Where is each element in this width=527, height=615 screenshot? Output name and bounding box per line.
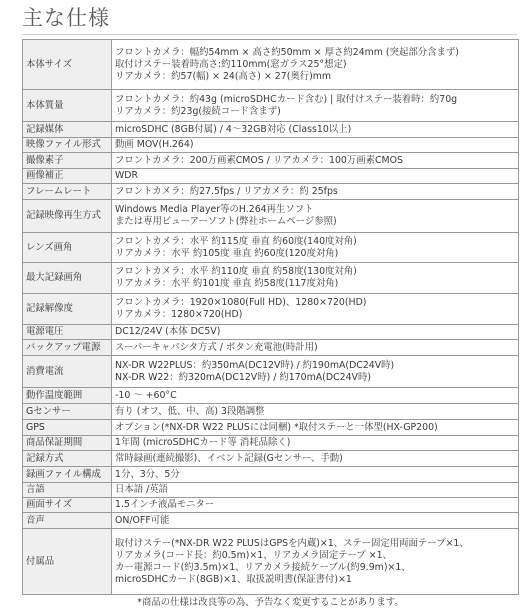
spec-row (23, 138, 519, 153)
spec-value (112, 340, 519, 356)
spec-value (112, 513, 519, 529)
spec-row (23, 233, 519, 263)
spec-value (112, 153, 519, 169)
spec-value (112, 184, 519, 200)
spec-label: 動作温度範囲 (23, 388, 112, 404)
spec-value (112, 40, 519, 90)
spec-label: 音声 (23, 513, 112, 529)
spec-label: 記録方式 (23, 451, 112, 467)
spec-label: 最大記録画角 (23, 263, 112, 294)
spec-value-line: NX-DR W22PLUS：約350mA(DC12V時) / 約190mA(DC24V時) (115, 359, 395, 371)
spec-row (23, 436, 519, 451)
spec-value-line: 取付けステー(*NX-DR W22 PLUSはGPSを内蔵)×1、ステー固定用両面テープ×1、 (115, 537, 469, 549)
spec-row (23, 388, 519, 404)
spec-value-line: または専用ビューアーソフト(弊社ホームページ参照) (115, 216, 337, 227)
spec-value-line: フロントカメラ：幅約54mm × 高さ約50mm × 厚さ約24mm (突起部分含まず) (115, 46, 459, 58)
spec-value-line: スーパーキャパシタ方式 / ボタン充電池(時計用) (115, 341, 318, 353)
spec-label: 商品保証期間 (23, 436, 112, 451)
spec-value (112, 498, 519, 513)
spec-value-line: カー電源コード(約3.5m)×1、リアカメラ接続ケーブル(約9.9m)×1、 (115, 561, 411, 573)
spec-value (112, 483, 519, 498)
title-divider (22, 34, 517, 35)
spec-label: 画像補正 (23, 169, 112, 184)
spec-label: Gセンサー (23, 404, 112, 420)
spec-label: 付属品 (23, 529, 112, 595)
spec-value-line: WDR (115, 170, 139, 181)
spec-row (23, 513, 519, 529)
spec-label: レンズ画角 (23, 233, 112, 263)
spec-row (23, 356, 519, 388)
spec-label: 撮像素子 (23, 153, 112, 169)
spec-value-line: フロントカメラ：200万画素CMOS / リアカメラ：100万画素CMOS (115, 154, 403, 166)
spec-value-line: リアカメラ(コード長：約0.5m)×1、リアカメラ固定テープ ×1、 (115, 549, 392, 561)
spec-value (112, 169, 519, 184)
spec-value (112, 325, 519, 340)
spec-row (23, 340, 519, 356)
spec-value (112, 451, 519, 467)
spec-value (112, 404, 519, 420)
spec-value (112, 122, 519, 138)
spec-value-line: ON/OFF可能 (115, 514, 170, 526)
spec-label: 電源電圧 (23, 325, 112, 340)
spec-value-line: リアカメラ：約23g(接続コード含まず) (115, 105, 281, 117)
spec-value-line: 動画 MOV(H.264) (115, 139, 194, 150)
spec-value-line: microSDHC (8GB付属) / 4〜32GB対応 (Class10以上) (115, 123, 352, 135)
spec-row (23, 122, 519, 138)
spec-label: 本体質量 (23, 90, 112, 122)
spec-row (23, 498, 519, 513)
spec-value-line: microSDHCカード(8GB)×1、取扱説明書(保証書付)×1 (115, 573, 352, 585)
spec-value-line: -10 ～ +60°C (115, 389, 177, 401)
spec-value-line: リアカメラ：1280×720(HD) (115, 309, 243, 320)
footnote-row (23, 595, 519, 610)
spec-row (23, 90, 519, 122)
spec-row (23, 404, 519, 420)
spec-value (112, 467, 519, 483)
spec-label: フレームレート (23, 184, 112, 200)
spec-row (23, 169, 519, 184)
spec-value (112, 436, 519, 451)
spec-row (23, 529, 519, 595)
spec-value-line: リアカメラ：約57(幅) × 24(高さ) × 27(奥行)mm (115, 70, 332, 82)
spec-value-line: DC12/24V (本体 DC5V) (115, 326, 221, 337)
spec-value (112, 420, 519, 436)
spec-value (112, 294, 519, 325)
spec-value-line: リアカメラ：水平 約105度 垂直 約60度(120度対角) (115, 247, 339, 259)
spec-value-line: 日本語 /英語 (115, 484, 169, 495)
spec-label: GPS (23, 420, 112, 436)
spec-label: 消費電流 (23, 356, 112, 388)
spec-value-line: フロントカメラ：約43g (microSDHCカード含む) | 取付けステー装着時：約70g (115, 93, 458, 105)
spec-row (23, 451, 519, 467)
spec-row (23, 483, 519, 498)
spec-value-line: フロントカメラ：約27.5fps / リアカメラ：約 25fps (115, 185, 338, 197)
page-title: 主な仕様 (22, 6, 110, 30)
footnote: *商品の仕様は改良等の為、予告なく変更することがあります。 (137, 597, 404, 608)
spec-value (112, 263, 519, 294)
spec-value (112, 90, 519, 122)
spec-label: 本体サイズ (23, 40, 112, 90)
spec-label: 映像ファイル形式 (23, 138, 112, 153)
spec-value-line: NX-DR W22：約320mA(DC12V時) / 約170mA(DC24V時) (115, 371, 371, 383)
spec-value (112, 200, 519, 233)
spec-label: 言語 (23, 483, 112, 498)
spec-value-line: 有り (オフ、低、中、高) 3段階調整 (115, 405, 265, 417)
spec-value (112, 233, 519, 263)
spec-value-line: 1.5インチ液晶モニター (115, 499, 215, 510)
spec-row (23, 294, 519, 325)
spec-row (23, 40, 519, 90)
spec-row (23, 467, 519, 483)
spec-value (112, 529, 519, 595)
spec-value-line: Windows Media Player等のH.264再生ソフト (115, 204, 314, 215)
spec-value-line: 常時録画(連続撮影)、イベント記録(Gセンサー、手動) (115, 452, 343, 464)
spec-row (23, 153, 519, 169)
spec-value-line: リアカメラ：水平 約101度 垂直 約58度(117度対角) (115, 278, 339, 289)
spec-table-body (23, 40, 519, 610)
spec-label: 画面サイズ (23, 498, 112, 513)
spec-value-line: フロントカメラ：水平 約115度 垂直 約60度(140度対角) (115, 235, 357, 247)
spec-row (23, 325, 519, 340)
spec-row (23, 263, 519, 294)
spec-label: 録画ファイル構成 (23, 467, 112, 483)
spec-value (112, 388, 519, 404)
spec-label: 記録解像度 (23, 294, 112, 325)
spec-value (112, 356, 519, 388)
spec-row (23, 200, 519, 233)
spec-row (23, 184, 519, 200)
spec-value-line: フロントカメラ：1920×1080(Full HD)、1280×720(HD) (115, 297, 367, 308)
spec-row (23, 420, 519, 436)
spec-label: バックアップ電源 (23, 340, 112, 356)
spec-value-line: 1年間 (microSDHCカード等 消耗品除く) (115, 437, 291, 448)
spec-label: 記録媒体 (23, 122, 112, 138)
spec-value-line: 取付けステー装着時高さ:約110mm(窓ガラス25°想定) (115, 58, 347, 70)
spec-label: 記録映像再生方式 (23, 200, 112, 233)
spec-value (112, 138, 519, 153)
spec-table (22, 39, 519, 609)
spec-value-line: フロントカメラ：水平 約110度 垂直 約58度(130度対角) (115, 266, 357, 277)
spec-value-line: オプション(*NX-DR W22 PLUSには同梱) *取付ステーと一体型(HX-GP200) (115, 421, 438, 433)
spec-value-line: 1分、3分、5分 (115, 468, 180, 480)
